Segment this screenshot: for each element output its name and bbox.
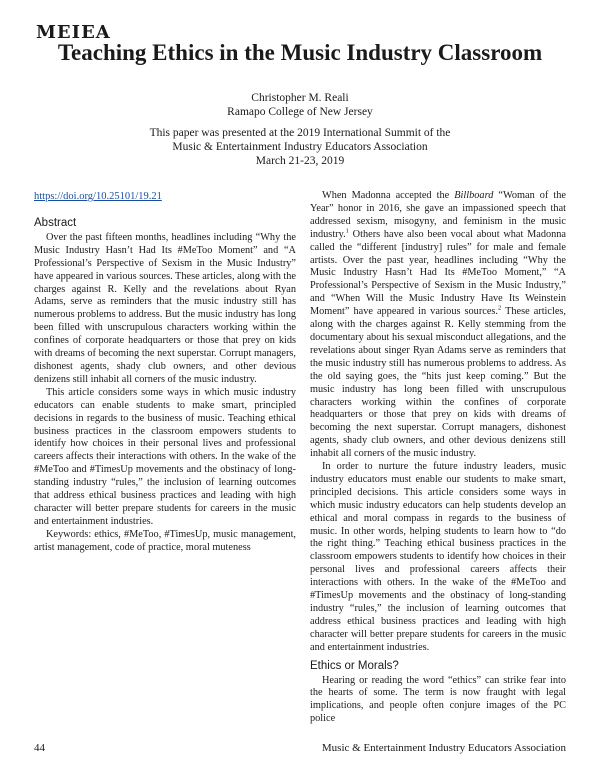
billboard-title: Billboard [454, 190, 494, 201]
abstract-paragraph-1: Over the past fifteen months, headlines including “Why the Music Industry Hasn’t Had Its #MeToo Moment” and “A Professional’s Perspective of Sexism in the Music Industry” have appeared in various sources. These articles, along with the charges against R. Kelly and the revelations about Ryan Adams, serve as reminders that the music industry still has numerous problems to address. But the music industry has long been filled with unscrupulous characters working within the confines of corporate headquarters or those that prey on kids with dreams of becoming the next superstar. Corrupt managers, dishonest agents, shady club owners, and other devious denizens still inhabit all corners of the music industry. [34, 231, 297, 385]
right-column [310, 190, 566, 726]
presented-line-2: Music & Entertainment Industry Educators Association [172, 141, 428, 153]
body-paragraph-1: When Madonna accepted the Billboard “Woman of the Year” honor in 2016, she gave an impassioned speech that addressed sexism, misogyny, and feminism in the music industry.$^1$ Others have also been vocal about what Madonna called the “different [industry] rules” for male and female artists. Over the past year, headlines including “Why the Music Industry Hasn’t Had Its #MeToo Moment,” “A Professional’s Perspective of Sexism in the Music Industry,” and “When Will the Music Industry Have Its Weinstein Moment” have appeared in various sources.$^2$ These articles, along with the charges against R. Kelly stemming from the documentary about his sexual misconduct allegations, and the revelations about singer Ryan Adams serve as reminders that the music industry still has numerous problems to address. As the old saying goes, the “hits just keep coming.” But the music industry has long been filled with unscrupulous characters working within the confines of corporate headquarters or those that prey on kids with dreams of becoming the next superstar. Corrupt managers, dishonest agents, shady club owners, and other devious denizens still inhabit all corners of the music industry. [310, 190, 566, 460]
body-paragraph-2: In order to nurture the future industry leaders, music industry educators must enable our students to make smart, principled decisions. This article considers some ways in which music industry educators can help students develop an ethical and moral compass in regards to the business of music. In other words, helping students to learn how to “do the right thing.” Teaching ethical business practices in the classroom empowers students to identify how choices in their personal lives and professional careers affects their interactions with others. In the wake of the #MeToo and #TimesUp movements and the obstinacy of long-standing industry “rules,” the inclusion of learning outcomes that address ethical business practices and leading with high character will better prepare students for careers in the music and entertainment industries. [310, 461, 566, 653]
doi-link[interactable]: https://doi.org/10.25101/19.21 [34, 191, 162, 202]
keywords: Keywords: ethics, #MeToo, #TimesUp, music management, artist management, code of practice, moral muteness [34, 528, 296, 553]
left-column [34, 217, 296, 555]
page-number: 44 [34, 742, 45, 754]
body-paragraph-3: Hearing or reading the word “ethics” can strike fear into the hearts of some. The term is now fraught with legal implications, and people often conjure images of the PC police [310, 674, 566, 725]
paper-title: Teaching Ethics in the Music Industry Classroom [57, 40, 543, 65]
abstract-paragraph-2: This article considers some ways in which music industry educators can enable students to make smart, principled decisions in regards to the business of music. Teaching ethical business practices in the classroom empowers students to identify how choices in their personal lives and professional careers affects their interactions with others. In the wake of the #MeToo and #TimesUp movements and the obstinacy of long-standing industry “rules,” the inclusion of learning outcomes that address ethical business practices and leading with high character will better prepare students for careers in the music and entertainment industries. [34, 386, 296, 527]
footer-organization: Music & Entertainment Industry Educators Association [321, 742, 566, 754]
author-affiliation: Ramapo College of New Jersey [227, 106, 373, 118]
meiea-logo: MEIEA [36, 22, 111, 43]
author-name: Christopher M. Reali [251, 92, 349, 104]
footnote-ref-1[interactable]: 1 [345, 227, 349, 235]
section-heading-ethics: Ethics or Morals? [310, 659, 399, 672]
presented-date: March 21-23, 2019 [255, 155, 345, 167]
presented-line-1: This paper was presented at the 2019 International Summit of the [149, 127, 451, 139]
footnote-ref-2[interactable]: 2 [497, 304, 502, 312]
abstract-heading: Abstract [34, 217, 77, 229]
